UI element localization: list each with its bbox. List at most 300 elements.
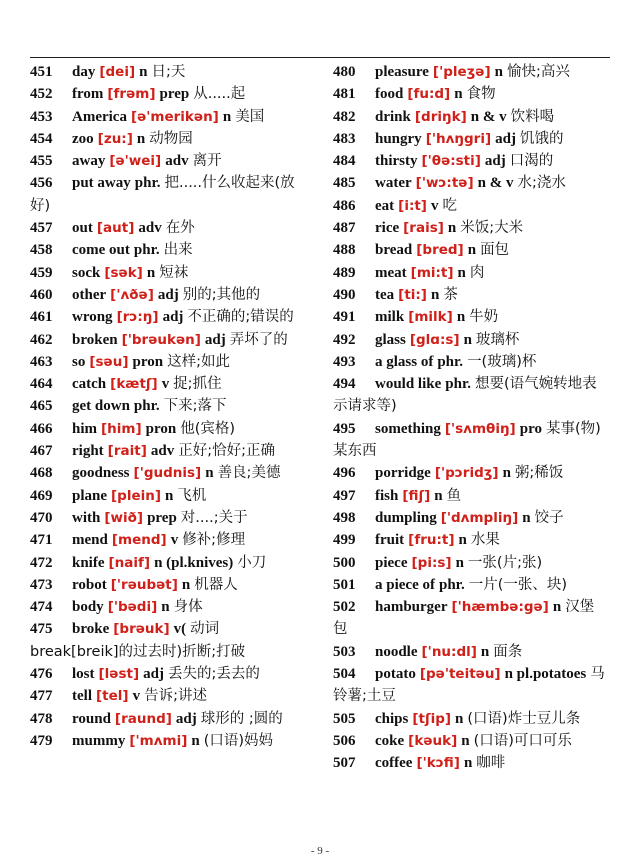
vocab-entry (30, 351, 304, 373)
entry-word: from (72, 86, 104, 103)
entry-word: mend (72, 532, 108, 549)
entry-word: would like (375, 376, 442, 393)
vocab-entry (333, 351, 607, 373)
entry-number: 453 (30, 108, 53, 125)
entry-part-of-speech: n (139, 64, 148, 80)
entry-number: 479 (30, 732, 53, 749)
entry-phonetic: ['dʌmpliŋ] (440, 509, 519, 526)
entry-number: 506 (333, 732, 356, 749)
entry-definition: 美国 (235, 108, 265, 125)
entry-definition: 饮料喝 (510, 108, 555, 125)
vocab-entry (333, 83, 607, 105)
entry-definition: 吃 (442, 197, 457, 214)
entry-word: get down (72, 398, 130, 415)
vocab-entry (333, 150, 607, 172)
entry-phonetic: [fu:d] (407, 86, 451, 103)
entry-definition: 机器人 (194, 576, 238, 593)
entry-definition: 离开 (192, 153, 222, 170)
entry-definition: 球形的 ;圆的 (200, 710, 283, 727)
entry-part-of-speech: n (434, 487, 443, 504)
entry-word: body (72, 599, 104, 616)
entry-number: 497 (333, 487, 356, 504)
entry-part-of-speech: n pl.potatoes (504, 666, 587, 683)
entry-part-of-speech: adj (157, 286, 179, 303)
entry-number: 501 (333, 576, 356, 593)
entry-definition: 茶 (443, 286, 458, 303)
entry-definition: 这样;如此 (167, 353, 230, 370)
vocab-entry (30, 172, 304, 217)
entry-number: 496 (333, 465, 356, 482)
entry-definition: 玻璃杯 (475, 331, 520, 348)
vocab-entry (333, 708, 607, 730)
entry-phonetic: [ti:] (398, 286, 427, 303)
entry-word: potato (375, 666, 416, 683)
entry-definition: 对....;关于 (180, 509, 248, 526)
header-rule (30, 57, 610, 58)
entry-phonetic: [aut] (96, 220, 135, 237)
vocab-entry (30, 440, 304, 462)
entry-phonetic: [ləst] (98, 666, 140, 683)
entry-number: 455 (30, 153, 53, 170)
entry-number: 458 (30, 242, 53, 259)
vocab-entry (333, 329, 607, 351)
entry-definition: 愉快;高兴 (506, 64, 570, 80)
entry-phonetic: [plein] (111, 487, 162, 504)
entry-part-of-speech: phr. (134, 175, 161, 192)
entry-word: milk (375, 309, 405, 326)
entry-phonetic: [səu] (89, 353, 129, 370)
vocab-entry (30, 150, 304, 172)
entry-number: 457 (30, 220, 53, 237)
entry-word: zoo (72, 130, 94, 147)
entry-phonetic: [i:t] (398, 197, 427, 214)
entry-number: 474 (30, 599, 53, 616)
entry-phonetic: [zu:] (97, 130, 133, 147)
entry-word: round (72, 710, 111, 727)
entry-definition: 别的;其他的 (182, 286, 261, 303)
entry-part-of-speech: n (502, 465, 511, 482)
entry-definition: 面条 (493, 643, 523, 660)
entry-definition: 正好;恰好;正确 (178, 443, 275, 460)
entry-definition: (口语)炸士豆儿条 (467, 710, 581, 727)
vocab-entry (30, 418, 304, 440)
entry-phonetic: [him] (101, 420, 142, 437)
entry-word: meat (375, 264, 407, 281)
entry-phonetic: ['gudnis] (133, 465, 202, 482)
entry-phonetic: [rait] (107, 443, 147, 460)
entry-number: 456 (30, 175, 53, 192)
entry-phonetic: ['hʌŋgri] (425, 130, 492, 147)
entry-part-of-speech: n (447, 220, 457, 237)
entry-number: 498 (333, 509, 356, 526)
entry-part-of-speech: n (165, 487, 174, 504)
vocab-entry (333, 752, 607, 774)
vocab-entry (333, 574, 607, 596)
entry-part-of-speech: adv (138, 220, 162, 237)
entry-number: 500 (333, 554, 356, 571)
entry-phonetic: ['mʌmi] (129, 732, 188, 749)
entry-definition: 口渴的 (509, 153, 554, 170)
page-number: - 9 - (310, 845, 330, 857)
left-column (30, 61, 304, 752)
entry-part-of-speech: pron (132, 353, 164, 370)
entry-part-of-speech: n (455, 710, 464, 727)
entry-word: with (72, 509, 101, 526)
entry-number: 492 (333, 331, 356, 348)
vocab-entry (333, 418, 607, 463)
entry-part-of-speech: v (170, 532, 179, 549)
vocab-entry (30, 329, 304, 351)
vocab-entry (30, 618, 304, 663)
entry-definition: 告诉;讲述 (144, 688, 207, 705)
entry-word: so (72, 353, 86, 370)
vocab-entry (333, 552, 607, 574)
entry-part-of-speech: n (191, 732, 200, 749)
vocab-entry (333, 217, 607, 239)
entry-phonetic: [dei] (99, 64, 136, 80)
entry-word: him (72, 420, 98, 437)
entry-number: 475 (30, 621, 53, 638)
entry-definition: 饺子 (534, 509, 564, 526)
entry-part-of-speech: n (161, 599, 170, 616)
entry-part-of-speech: n (430, 286, 440, 303)
entry-phonetic: ['pɔridʒ] (434, 465, 499, 482)
entry-word: bread (375, 242, 413, 259)
entry-part-of-speech: n (467, 242, 477, 259)
entry-phonetic: [tʃip] (412, 710, 452, 727)
vocab-entry (30, 239, 304, 261)
entry-word: pleasure (375, 64, 429, 80)
entry-definition: 马铃薯;土豆 (333, 666, 605, 705)
entry-word: chips (375, 710, 409, 727)
entry-word: fish (375, 487, 399, 504)
vocab-entry (30, 306, 304, 328)
entry-phonetic: [mi:t] (410, 264, 454, 281)
entry-part-of-speech: n (456, 309, 466, 326)
entry-word: food (375, 86, 404, 103)
vocab-entry (333, 462, 607, 484)
vocab-entry (30, 61, 304, 83)
entry-number: 461 (30, 309, 53, 326)
entry-phonetic: [milk] (408, 309, 453, 326)
entry-word: out (72, 220, 93, 237)
entry-phonetic: [rɔ:ŋ] (116, 309, 159, 326)
entry-definition: (口语)妈妈 (203, 732, 274, 749)
entry-definition: 咖啡 (476, 755, 506, 772)
entry-number: 473 (30, 576, 53, 593)
entry-phonetic: [fiʃ] (402, 487, 431, 504)
entry-number: 484 (333, 153, 356, 170)
entry-word: glass (375, 331, 406, 348)
entry-part-of-speech: phr. (445, 376, 471, 393)
entry-definition: 丢失的;丢去的 (167, 666, 260, 683)
entry-part-of-speech: n (pl.knives) (154, 554, 234, 571)
entry-phonetic: ['hæmbə:gə] (451, 599, 549, 616)
entry-word: put away (72, 175, 131, 192)
entry-word: drink (375, 108, 411, 125)
entry-part-of-speech: n (522, 509, 531, 526)
entry-phonetic: ['nu:dl] (421, 643, 477, 660)
entry-number: 471 (30, 532, 53, 549)
entry-part-of-speech: phr. (438, 576, 465, 593)
vocab-entry (30, 128, 304, 150)
entry-number: 490 (333, 286, 356, 303)
vocab-entry (333, 596, 607, 641)
entry-number: 503 (333, 643, 356, 660)
entry-word: wrong (72, 309, 113, 326)
entry-word: sock (72, 264, 101, 281)
entry-number: 489 (333, 264, 356, 281)
entry-word: a glass of (375, 353, 434, 370)
entry-part-of-speech: v( (173, 621, 187, 638)
entry-part-of-speech: n & v (477, 175, 514, 192)
entry-phonetic: [fru:t] (408, 532, 455, 549)
entry-word: hungry (375, 130, 422, 147)
entry-phonetic: ['ʌðə] (110, 286, 154, 303)
entry-definition: 捉;抓住 (173, 376, 222, 393)
entry-part-of-speech: n (480, 643, 490, 660)
entry-definition: (口语)可口可乐 (473, 732, 572, 749)
entry-definition: 从.....起 (193, 86, 246, 103)
vocab-entry (333, 373, 607, 418)
vocab-entry (30, 106, 304, 128)
vocab-entry (333, 507, 607, 529)
vocab-entry (333, 239, 607, 261)
vocab-entry (333, 106, 607, 128)
entry-number: 452 (30, 86, 53, 103)
right-column (333, 61, 607, 775)
entry-phonetic: [driŋk] (414, 108, 467, 125)
entry-definition: 修补;修理 (182, 532, 246, 549)
vocab-entry (30, 685, 304, 707)
entry-part-of-speech: v (430, 197, 439, 214)
entry-definition: 弄坏了的 (229, 331, 288, 348)
entry-definition: 食物 (466, 86, 496, 103)
entry-number: 505 (333, 710, 356, 727)
entry-phonetic: [rais] (403, 220, 444, 237)
entry-word: robot (72, 576, 107, 593)
entry-word: broke (72, 621, 110, 638)
entry-definition: 粥;稀饭 (514, 465, 564, 482)
entry-part-of-speech: adj (495, 130, 516, 147)
entry-number: 486 (333, 197, 356, 214)
entry-number: 468 (30, 465, 53, 482)
entry-number: 469 (30, 487, 53, 504)
vocab-entry (333, 172, 607, 194)
entry-definition: 饥饿的 (519, 130, 564, 147)
vocab-entry (333, 730, 607, 752)
entry-phonetic: [kəuk] (408, 732, 458, 749)
entry-part-of-speech: pro (519, 420, 542, 437)
entry-word: mummy (72, 732, 126, 749)
vocab-entry (30, 462, 304, 484)
vocab-entry (30, 708, 304, 730)
entry-part-of-speech: v (132, 688, 141, 705)
vocab-entry (30, 552, 304, 574)
vocab-entry (30, 284, 304, 306)
entry-part-of-speech: n (205, 465, 214, 482)
entry-number: 465 (30, 398, 53, 415)
entry-word: noodle (375, 643, 418, 660)
entry-number: 495 (333, 420, 356, 437)
entry-part-of-speech: n (181, 576, 191, 593)
entry-word: knife (72, 554, 105, 571)
entry-phonetic: ['brəukən] (121, 331, 201, 348)
entry-definition: 水;浇水 (517, 175, 566, 192)
entry-definition: 米饭;大米 (460, 220, 524, 237)
entry-word: something (375, 420, 441, 437)
entry-part-of-speech: adj (204, 331, 226, 348)
entry-phonetic: [pi:s] (411, 554, 452, 571)
entry-phonetic: [frəm] (107, 86, 156, 103)
entry-definition: 一张(片;张) (467, 554, 543, 571)
entry-word: dumpling (375, 509, 437, 526)
entry-number: 476 (30, 666, 53, 683)
entry-number: 478 (30, 710, 53, 727)
entry-part-of-speech: n (463, 755, 473, 772)
entry-number: 481 (333, 86, 356, 103)
entry-definition: 在外 (165, 220, 195, 237)
entry-word: America (72, 108, 127, 125)
entry-definition: 鱼 (446, 487, 462, 504)
entry-definition: 一片(一张、块) (468, 576, 568, 593)
entry-word: plane (72, 487, 108, 504)
entry-phonetic: ['rəubət] (110, 576, 178, 593)
entry-phonetic: [ə'merikən] (130, 108, 219, 125)
entry-number: 454 (30, 130, 53, 147)
vocab-entry (30, 596, 304, 618)
entry-number: 472 (30, 554, 53, 571)
vocab-entry (30, 574, 304, 596)
entry-number: 494 (333, 376, 356, 393)
entry-definition: 善良;美德 (217, 465, 281, 482)
vocab-entry (333, 262, 607, 284)
entry-phonetic: [pə'teitəu] (419, 666, 501, 683)
entry-part-of-speech: pron (145, 420, 177, 437)
entry-definition: 下来;落下 (163, 398, 227, 415)
entry-definition: 汉堡包 (333, 599, 595, 638)
entry-word: other (72, 286, 107, 303)
entry-phonetic: [sək] (104, 264, 143, 281)
vocab-entry (30, 507, 304, 529)
entry-part-of-speech: phr. (437, 353, 464, 370)
entry-number: 463 (30, 353, 53, 370)
entry-part-of-speech: adj (162, 309, 184, 326)
entry-word: rice (375, 220, 400, 237)
entry-word: coke (375, 732, 405, 749)
entry-number: 485 (333, 175, 356, 192)
entry-number: 459 (30, 264, 53, 281)
entry-part-of-speech: n (494, 64, 503, 80)
entry-number: 477 (30, 688, 53, 705)
entry-part-of-speech: adv (150, 443, 175, 460)
entry-number: 488 (333, 242, 356, 259)
vocab-entry (30, 83, 304, 105)
entry-phonetic: [mend] (111, 532, 167, 549)
entry-definition: 把.....什么收起来(放好) (30, 175, 295, 214)
entry-number: 462 (30, 331, 53, 348)
entry-part-of-speech: n (463, 331, 472, 348)
entry-definition: 出来 (163, 242, 193, 259)
entry-word: tell (72, 688, 92, 705)
entry-phonetic: ['sʌmθiŋ] (444, 420, 516, 437)
entry-phonetic: ['pleʒə] (432, 64, 491, 80)
entry-word: fruit (375, 532, 405, 549)
entry-part-of-speech: n & v (470, 108, 507, 125)
entry-part-of-speech: adj (484, 153, 506, 170)
entry-definition: 牛奶 (469, 309, 499, 326)
entry-phonetic: [raund] (114, 710, 172, 727)
entry-number: 502 (333, 599, 356, 616)
entry-definition: 短袜 (159, 264, 189, 281)
entry-number: 493 (333, 353, 356, 370)
entry-definition: 肉 (469, 264, 485, 281)
entry-part-of-speech: adj (143, 666, 164, 683)
entry-definition: 他(宾格) (180, 420, 236, 437)
entry-phonetic: ['kɔfi] (416, 755, 460, 772)
entry-word: porridge (375, 465, 431, 482)
entry-phonetic: [brəuk] (113, 621, 170, 638)
entry-definition: 动词break[breik]的过去时)折断;打破 (30, 621, 246, 660)
entry-number: 507 (333, 755, 356, 772)
entry-word: catch (72, 376, 107, 393)
entry-word: day (72, 64, 96, 80)
entry-part-of-speech: n (458, 532, 467, 549)
entry-number: 470 (30, 509, 53, 526)
entry-part-of-speech: n (454, 86, 463, 103)
vocab-entry (333, 128, 607, 150)
entry-phonetic: ['bədi] (107, 599, 158, 616)
entry-number: 451 (30, 64, 53, 80)
entry-phonetic: [wið] (104, 509, 144, 526)
entry-word: goodness (72, 465, 130, 482)
vocab-entry (30, 663, 304, 685)
entry-phonetic: ['wɔ:tə] (415, 175, 474, 192)
vocab-entry (30, 529, 304, 551)
entry-definition: 动物园 (149, 130, 193, 147)
entry-definition: 想要(语气婉转地表示请求等) (333, 376, 597, 415)
entry-word: right (72, 443, 104, 460)
entry-definition: 面包 (480, 242, 510, 259)
entry-word: eat (375, 197, 395, 214)
entry-phonetic: [naif] (108, 554, 151, 571)
entry-number: 467 (30, 443, 53, 460)
vocab-entry (30, 730, 304, 752)
entry-definition: 不正确的;错误的 (187, 309, 294, 326)
entry-phonetic: [ə'wei] (109, 153, 162, 170)
entry-part-of-speech: phr. (133, 398, 160, 415)
entry-part-of-speech: adj (175, 710, 197, 727)
entry-part-of-speech: adv (165, 153, 189, 170)
entry-definition: 一(玻璃)杯 (467, 353, 537, 370)
entry-phonetic: [kætʃ] (110, 376, 158, 393)
entry-part-of-speech: n (457, 264, 466, 281)
vocab-entry (333, 306, 607, 328)
entry-number: 466 (30, 420, 53, 437)
entry-word: away (72, 153, 106, 170)
entry-part-of-speech: prep (159, 86, 190, 103)
vocab-entry (30, 262, 304, 284)
entry-number: 480 (333, 64, 356, 80)
vocab-entry (30, 395, 304, 417)
vocab-entry (333, 485, 607, 507)
entry-part-of-speech: prep (147, 509, 177, 526)
entry-number: 504 (333, 666, 356, 683)
entry-part-of-speech: n (552, 599, 562, 616)
entry-word: lost (72, 666, 95, 683)
entry-number: 482 (333, 108, 356, 125)
entry-number: 499 (333, 532, 356, 549)
